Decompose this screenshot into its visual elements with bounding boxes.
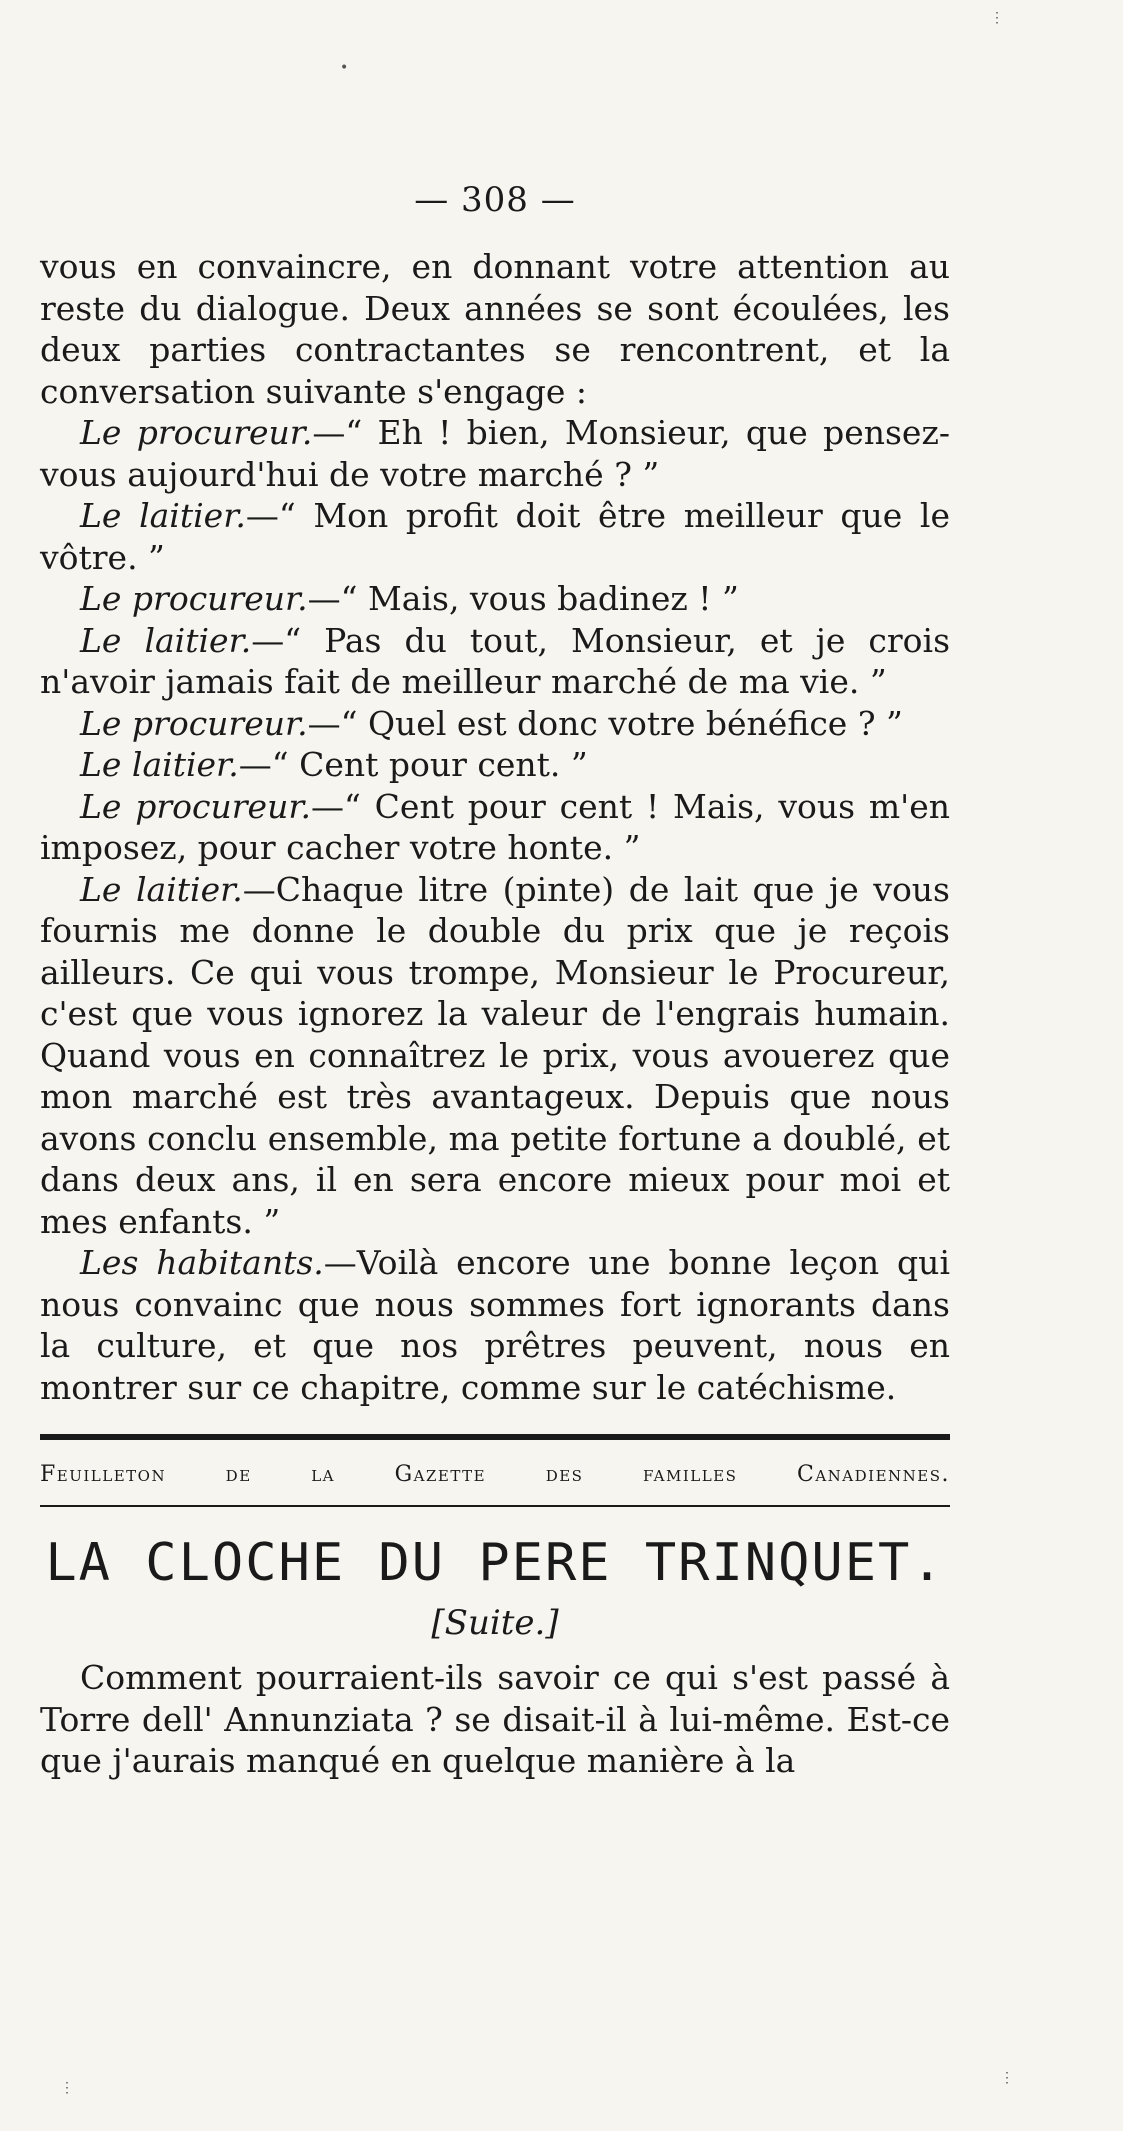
print-speck: ⋮ [1000,2070,1014,2086]
speaker-label: Le procureur. [80,786,311,826]
paragraph: Comment pourraient-ils savoir ce qui s'est passé à Torre dell' Annunziata ? se disait-il à lui-même. Est-ce que j'aurais manqué en quelque manière à la [40,1658,950,1780]
paragraph: Le laitier.—“ Pas du tout, Monsieur, et je crois n'avoir jamais fait de meilleur marché de ma vie. ” [40,620,950,701]
paragraph: Le laitier.—“ Mon profit doit être meilleur que le vôtre. ” [40,496,950,577]
speaker-label: Le laitier. [80,745,239,784]
speaker-label: Le procureur. [80,413,313,452]
divider-thick [40,1434,950,1440]
dialogue-text [40,246,950,1408]
speaker-label: Le laitier. [80,496,246,535]
print-speck: ⋮ [60,2080,74,2096]
print-speck: ⋮ [990,10,1004,26]
paragraph: Le laitier.—“ Cent pour cent. ” [80,745,588,784]
page [40,180,950,1782]
speaker-label: Le procureur. [80,703,308,743]
speaker-label: Le laitier. [80,869,243,909]
paragraph: Le procureur.—“ Quel est donc votre bénéfice ? ” [80,703,903,743]
paragraph: Les habitants.—Voilà encore une bonne leçon qui nous convainc que nous sommes fort ignorants dans la culture, et que nos prêtres peuvent, nous en montrer sur ce chapitre, comme sur le catéchisme. [40,1243,950,1407]
paragraph: Le laitier.—Chaque litre (pinte) de lait que je vous fournis me donne le double du prix que je reçois ailleurs. Ce qui vous trompe, Monsieur le Procureur, c'est que vous ignorez la valeur de l'engrais humain. Quand vous en connaîtrez le prix, vous avouerez que mon marché est très avantageux. Depuis que nous avons conclu ensemble, ma petite fortune a doublé, et dans deux ans, il en sera encore mieux pour moi et mes enfants. ” [40,869,950,1241]
serial-suite: [Suite.] [431,1603,559,1643]
divider-thin [40,1505,950,1507]
page-number: — 308 — [414,180,576,220]
feuilleton-heading: Feuilleton de la Gazette des familles Canadiennes. [40,1462,950,1487]
serial-text [40,1657,950,1782]
serial-title: LA CLOCHE DU PERE TRINQUET. [45,1533,945,1593]
paragraph: Le procureur.—“ Mais, vous badinez ! ” [80,579,739,618]
speaker-label: Le laitier. [80,620,252,660]
speaker-label: Le procureur. [80,579,308,618]
paragraph: vous en convaincre, en donnant votre attention au reste du dialogue. Deux années se sont écoulées, les deux parties contractantes se rencontrent, et la conversation suivante s'engage : [40,247,950,411]
paragraph: Le procureur.—“ Cent pour cent ! Mais, vous m'en imposez, pour cacher votre honte. ” [40,786,950,867]
paragraph: Le procureur.—“ Eh ! bien, Monsieur, que pensez-vous aujourd'hui de votre marché ? ” [40,413,950,494]
speaker-label: Les habitants. [80,1243,324,1282]
print-speck: • [340,60,349,76]
